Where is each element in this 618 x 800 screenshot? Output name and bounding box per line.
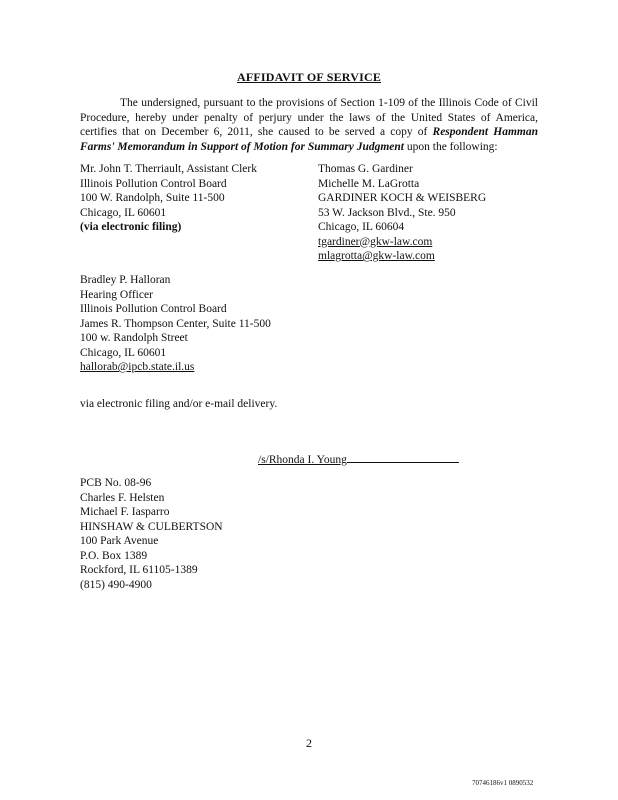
recipient-building: James R. Thompson Center, Suite 11-500: [80, 317, 271, 330]
recipient-firm: GARDINER KOCH & WEISBERG: [318, 192, 487, 204]
recipient-title: Hearing Officer: [80, 288, 153, 301]
signature-line: [347, 452, 459, 463]
email-link[interactable]: mlagrotta@gkw-law.com: [318, 250, 435, 262]
attorney-firm: HINSHAW & CULBERTSON: [80, 520, 223, 533]
recipient-org: Illinois Pollution Control Board: [80, 177, 227, 190]
intro-text-part2: upon the following:: [404, 140, 498, 153]
attorney-block: [80, 476, 223, 592]
recipient-counsel: [318, 162, 486, 264]
attorney-street: 100 Park Avenue: [80, 535, 159, 547]
signature-block: [258, 452, 459, 466]
recipient-name: Bradley P. Halloran: [80, 274, 171, 286]
recipient-city: Chicago, IL 60601: [80, 206, 167, 219]
recipient-city: Chicago, IL 60601: [80, 346, 167, 359]
recipient-org: Illinois Pollution Control Board: [80, 303, 227, 315]
recipient-method: (via electronic filing): [80, 221, 182, 233]
email-link[interactable]: hallorab@ipcb.state.il.us: [80, 361, 195, 373]
served-document-name: Respondent Hamman Farms' Memorandum in Support of Motion for Summary Judgment: [80, 126, 538, 153]
attorney-name: Michael F. Iasparro: [80, 506, 170, 518]
attorney-city: Rockford, IL 61105-1389: [80, 564, 198, 576]
recipient-street: 100 w. Randolph Street: [80, 332, 188, 344]
intro-text-part1: The undersigned, pursuant to the provisions of Section 1-109 of the Illinois Code of Civil Procedure, hereby under penalty of perjury under the laws of the United States of America, certifies that on December 6, 2011, she caused to be served a copy of: [80, 97, 538, 138]
recipient-name: Mr. John T. Therriault, Assistant Clerk: [80, 163, 257, 175]
recipient-name: Michelle M. LaGrotta: [318, 177, 420, 190]
recipient-clerk: [80, 162, 257, 235]
signature-text: /s/Rhonda I. Young: [258, 454, 347, 466]
attorney-pobox: P.O. Box 1389: [80, 549, 148, 562]
document-id: 70746186v1 0890532: [472, 779, 534, 787]
email-link[interactable]: tgardiner@gkw-law.com: [318, 235, 433, 248]
attorney-phone: (815) 490-4900: [80, 578, 152, 591]
recipient-street: 53 W. Jackson Blvd., Ste. 950: [318, 206, 456, 219]
intro-paragraph: [80, 96, 538, 154]
delivery-note: via electronic filing and/or e-mail delivery.: [80, 398, 278, 410]
attorney-name: Charles F. Helsten: [80, 491, 165, 504]
recipient-street: 100 W. Randolph, Suite 11-500: [80, 192, 225, 204]
recipient-hearing-officer: [80, 273, 271, 375]
case-number: PCB No. 08-96: [80, 477, 152, 489]
recipient-name: Thomas G. Gardiner: [318, 163, 413, 175]
document-title: AFFIDAVIT OF SERVICE: [236, 70, 382, 84]
recipient-city: Chicago, IL 60604: [318, 221, 405, 233]
page-number: 2: [306, 736, 312, 750]
